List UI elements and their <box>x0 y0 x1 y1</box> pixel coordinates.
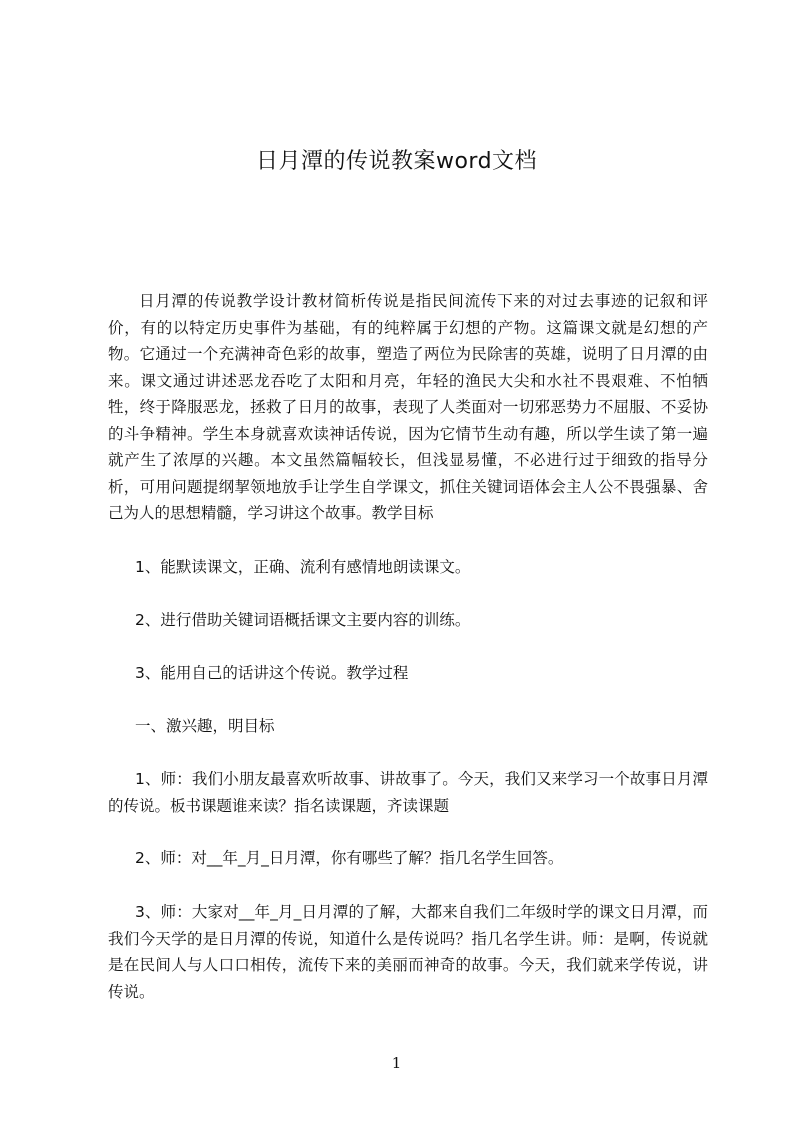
section-heading-1: 一、激兴趣，明目标 <box>135 717 275 735</box>
teaching-goal-2: 2、进行借助关键词语概括课文主要内容的训练。 <box>135 611 471 629</box>
intro-paragraph: 日月潭的传说教学设计教材简析传说是指民间流传下来的对过去事迹的记叙和评价，有的以特定历史事件为基础，有的纯粹属于幻想的产物。这篇课文就是幻想的产物。它通过一个充满神奇色彩的故事，塑造了两位为民除害的英雄，说明了日月潭的由来。课文通过讲述恶龙吞吃了太阳和月亮，年轻的渔民大尖和水社不畏艰难、不怕牺牲，终于降服恶龙，拯救了日月的故事，表现了人类面对一切邪恶势力不屈服、不妥协的斗争精神。学生本身就喜欢读神话传说，因为它情节生动有趣，所以学生读了第一遍就产生了浓厚的兴趣。本文虽然篇幅较长，但浅显易懂，不必进行过于细致的指导分析，可用问题提纲挈领地放手让学生自学课文，抓住关键词语体会主人公不畏强暴、舍己为人的思想精髓，学习讲这个故事。教学目标 <box>108 292 708 522</box>
teaching-step-2: 2、师：对__年_月_日月潭，你有哪些了解？指几名学生回答。 <box>135 849 564 867</box>
document-title: 日月潭的传说教案word文档 <box>255 149 538 174</box>
teaching-step-3: 3、师：大家对__年_月_日月潭的了解，大都来自我们二年级时学的课文日月潭，而我们今天学的是日月潭的传说，知道什么是传说吗？指几名学生讲。师：是啊，传说就是在民间人与人口口相传，流传下来的美丽而神奇的故事。今天，我们就来学传说，讲传说。 <box>108 903 708 1001</box>
page-number: 1 <box>391 1054 402 1072</box>
teaching-goal-1: 1、能默读课文，正确、流利有感情地朗读课文。 <box>135 558 471 576</box>
teaching-step-1: 1、师：我们小朋友最喜欢听故事、讲故事了。今天，我们又来学习一个故事日月潭的传说。板书课题谁来读？指名读课题，齐读课题 <box>108 770 708 815</box>
teaching-goal-3: 3、能用自己的话讲这个传说。教学过程 <box>135 664 409 682</box>
